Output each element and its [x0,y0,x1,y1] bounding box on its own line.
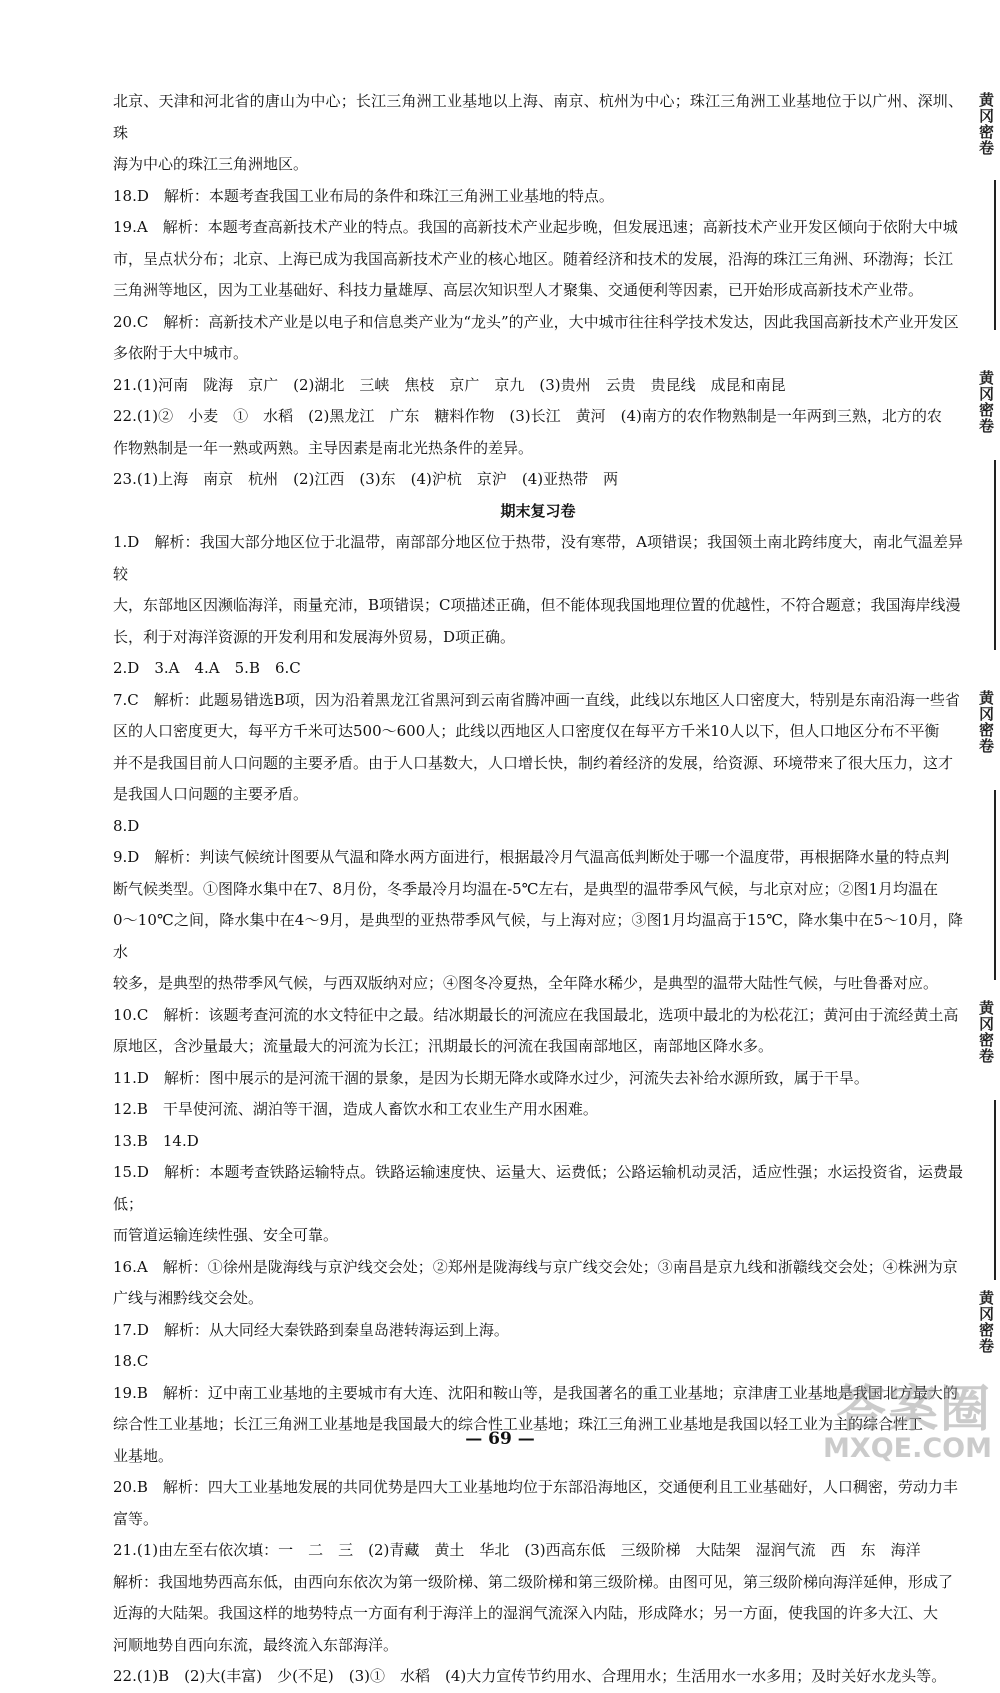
final-answer-11: 11.D 解析：图中展示的是河流干涸的景象，是因为长期无降水或降水过少，河流失去补给水源所致，属于干旱。 [113,1068,869,1087]
final-answer-17: 17.D 解析：从大同经大秦铁路到秦皇岛港转海运到上海。 [113,1320,509,1339]
text-line: 并不是我国目前人口问题的主要矛盾。由于人口基数大，人口增长快，制约着经济的发展，给资源、环境带来了很大压力，这才 [113,753,954,772]
side-rule [994,790,996,980]
final-answer-16: 16.A 解析：①徐州是陇海线与京沪线交会处；②郑州是陇海线与京广线交会处；③南昌是京九线和浙赣线交会处；④株洲为京 [113,1257,958,1276]
side-label: 黄冈密卷 [977,92,995,156]
text-line: 0～10℃之间，降水集中在4～9月，是典型的亚热带季风气候，与上海对应；③图1月均温高于15℃，降水集中在5～10月，降水 [113,911,963,961]
final-answer-9: 9.D 解析：判读气候统计图要从气温和降水两方面进行，根据最冷月气温高低判断处于哪一个温度带，再根据降水量的特点判 [113,848,950,866]
final-answer-12: 12.B 干旱使河流、湖泊等干涸，造成人畜饮水和工农业生产用水困难。 [113,1100,598,1118]
final-answer-7: 7.C 解析：此题易错选B项，因为沿着黑龙江省黑河到云南省腾冲画一直线，此线以东地区人口密度大，特别是东南沿海一些省 [113,690,960,709]
text-line: 业基地。 [113,1446,174,1465]
side-rule [994,1100,996,1280]
text-line: 区的人口密度更大，每平方千米可达500～600人；此线以西地区人口密度仅在每平方千米10人以下，但人口地区分布不平衡 [113,722,940,740]
text-line: 原地区，含沙量最大；流量最大的河流为长江；汛期最长的河流在我国南部地区，南部地区降水多。 [113,1037,774,1055]
text-line: 海为中心的珠江三角洲地区。 [113,155,309,173]
answer-19: 19.A 解析：本题考查高新技术产业的特点。我国的高新技术产业起步晚，但发展迅速；高新技术产业开发区倾向于依附大中城 [113,218,958,236]
final-answer-13-14: 13.B 14.D [113,1131,199,1150]
answer-18: 18.D 解析：本题考查我国工业布局的条件和珠江三角洲工业基地的特点。 [113,186,614,205]
text-line: 作物熟制是一年一熟或两熟。主导因素是南北光热条件的差异。 [113,438,534,457]
final-answer-19: 19.B 解析：辽中南工业基地的主要城市有大连、沈阳和鞍山等，是我国著名的重工业基地；京津唐工业基地是我国北方最大的 [113,1383,958,1402]
text-line: 长，利于对海洋资源的开发利用和发展海外贸易，D项正确。 [113,627,516,646]
final-answer-22: 22.(1)B (2)大(丰富) 少(不足) (3)① 水稻 (4)大力宣传节约用水、合理用水；生活用水一水多用；及时关好水龙头等。 [113,1667,947,1685]
side-rule [994,460,996,650]
side-label: 黄冈密卷 [977,1000,995,1064]
page-number: — 69 — [465,1429,535,1449]
text-line: 北京、天津和河北省的唐山为中心；长江三角洲工业基地以上海、南京、杭州为中心；珠江三角洲工业基地位于以广州、深圳、珠 [113,92,963,142]
answer-22: 22.(1)② 小麦 ① 水稻 (2)黑龙江 广东 糖料作物 (3)长江 黄河 (4)南方的农作物熟制是一年两到三熟，北方的农 [113,407,942,425]
watermark-text: 答案圈 [836,1380,992,1438]
text-line: 市，呈点状分布；北京、上海已成为我国高新技术产业的核心地区。随着经济和技术的发展，沿海的珠江三角洲、环渤海；长江 [113,249,954,268]
side-label: 黄冈密卷 [977,690,995,754]
final-answer-10: 10.C 解析：该题考查河流的水文特征中之最。结冰期最长的河流应在我国最北，选项中最北的为松花江；黄河由于流经黄土高 [113,1005,959,1024]
side-rule [994,180,996,330]
text-line: 河顺地势自西向东流，最终流入东部海洋。 [113,1635,399,1654]
text-line: 三角洲等地区，因为工业基础好、科技力量雄厚、高层次知识型人才聚集、交通便利等因素，已开始形成高新技术产业带。 [113,281,924,299]
section-title: 期末复习卷 [500,501,576,520]
final-answer-20: 20.B 解析：四大工业基地发展的共同优势是四大工业基地均位于东部沿海地区，交通便利且工业基础好，人口稠密，劳动力丰 [113,1478,958,1496]
answer-20: 20.C 解析：高新技术产业是以电子和信息类产业为“龙头”的产业，大中城市往往科学技术发达，因此我国高新技术产业开发区 [113,312,959,331]
text-line: 近海的大陆架。我国这样的地势特点一方面有利于海洋上的湿润气流深入内陆，形成降水；另一方面，使我国的许多大江、大 [113,1604,939,1622]
side-label: 黄冈密卷 [977,1290,995,1354]
final-answer-21: 21.(1)由左至右依次填：一 二 三 (2)青藏 黄土 华北 (3)西高东低 三级阶梯 大陆架 湿润气流 西 东 海洋 [113,1541,921,1559]
text-line: 较多，是典型的热带季风气候，与西双版纳对应；④图冬冷夏热，全年降水稀少，是典型的温带大陆性气候，与吐鲁番对应。 [113,974,939,992]
text-line: 解析：我国地势西高东低，由西向东依次为第一级阶梯、第二级阶梯和第三级阶梯。由图可见，第三级阶梯向海洋延伸，形成了 [113,1572,954,1591]
final-answer-2-6: 2.D 3.A 4.A 5.B 6.C [113,659,301,677]
text-line: 多依附于大中城市。 [113,344,249,362]
text-line: 大，东部地区因濒临海洋，雨量充沛，B项错误；C项描述正确，但不能体现我国地理位置的优越性，不符合题意；我国海岸线漫 [113,596,961,614]
text-line: 综合性工业基地；长江三角洲工业基地是我国最大的综合性工业基地；珠江三角洲工业基地是我国以轻工业为主的综合性工 [113,1415,924,1433]
final-answer-18: 18.C [113,1352,149,1370]
text-line: 广线与湘黔线交会处。 [113,1289,264,1307]
text-line: 断气候类型。①图降水集中在7、8月份，冬季最冷月均温在-5℃左右，是典型的温带季风气候，与北京对应；②图1月均温在 [113,879,939,898]
text-line: 是我国人口问题的主要矛盾。 [113,785,309,803]
final-answer-1: 1.D 解析：我国大部分地区位于北温带，南部部分地区位于热带，没有寒带，A项错误；我国领土南北跨纬度大，南北气温差异较 [113,533,963,583]
side-margin-strip [964,0,1000,1469]
answer-23: 23.(1)上海 南京 杭州 (2)江西 (3)东 (4)沪杭 京沪 (4)亚热带 两 [113,470,619,488]
side-label: 黄冈密卷 [977,370,995,434]
final-answer-8: 8.D [113,816,140,835]
answer-21: 21.(1)河南 陇海 京广 (2)湖北 三峡 焦枝 京广 京九 (3)贵州 云贵 贵昆线 成昆和南昆 [113,375,786,394]
watermark-logo [823,1380,992,1464]
text-line: 而管道运输连续性强、安全可靠。 [113,1226,339,1244]
watermark-url: MXQE.COM [823,1433,992,1464]
final-answer-15: 15.D 解析：本题考查铁路运输特点。铁路运输速度快、运量大、运费低；公路运输机动灵活，适应性强；水运投资省，运费最低； [113,1163,963,1213]
text-line: 富等。 [113,1509,159,1528]
